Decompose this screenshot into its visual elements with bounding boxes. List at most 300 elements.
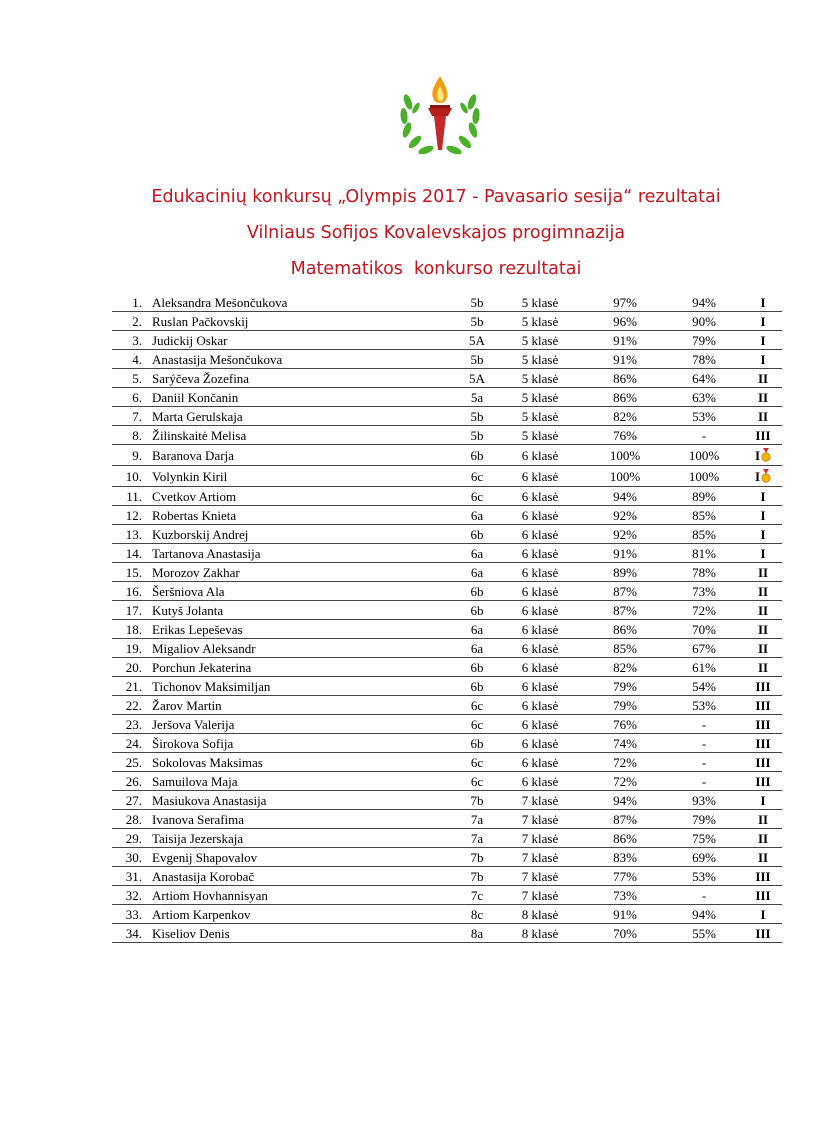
class-code bbox=[460, 350, 494, 369]
class-code-text: 7c bbox=[470, 887, 484, 903]
place-award-text: III bbox=[755, 735, 771, 751]
second-score-percent bbox=[664, 331, 744, 350]
class-code bbox=[460, 848, 494, 867]
class-code bbox=[460, 369, 494, 388]
row-number bbox=[112, 677, 152, 696]
table-row bbox=[112, 734, 782, 753]
grade-level bbox=[494, 772, 586, 791]
row-number-text: 9. bbox=[132, 447, 142, 463]
class-code-text: 6b bbox=[470, 659, 484, 675]
class-code-text: 6a bbox=[470, 621, 484, 637]
row-number bbox=[112, 639, 152, 658]
place-award-text: III bbox=[755, 773, 771, 789]
score-percent-text: 74% bbox=[613, 735, 637, 751]
table-row bbox=[112, 601, 782, 620]
second-score-percent bbox=[664, 658, 744, 677]
student-name bbox=[152, 924, 460, 943]
score-percent-text: 94% bbox=[613, 488, 637, 504]
place-award bbox=[744, 620, 782, 639]
row-number-text: 10. bbox=[125, 468, 142, 484]
student-name-text: Kutyš Jolanta bbox=[152, 602, 224, 618]
second-score-percent bbox=[664, 867, 744, 886]
grade-level bbox=[494, 445, 586, 466]
student-name-text: Evgenij Shapovalov bbox=[152, 849, 258, 865]
class-code bbox=[460, 772, 494, 791]
place-award bbox=[744, 715, 782, 734]
student-name-text: Marta Gerulskaja bbox=[152, 408, 243, 424]
row-number-text: 8. bbox=[132, 427, 142, 443]
grade-level-text: 7 klasė bbox=[521, 830, 559, 846]
grade-level bbox=[494, 639, 586, 658]
student-name bbox=[152, 753, 460, 772]
class-code bbox=[460, 293, 494, 312]
place-award bbox=[744, 829, 782, 848]
place-award bbox=[744, 924, 782, 943]
class-code bbox=[460, 582, 494, 601]
grade-level-text: 6 klasė bbox=[521, 716, 559, 732]
row-number bbox=[112, 867, 152, 886]
score-percent bbox=[586, 445, 664, 466]
second-score-percent-text: 70% bbox=[692, 621, 716, 637]
second-score-percent bbox=[664, 466, 744, 487]
grade-level-text: 6 klasė bbox=[521, 640, 559, 656]
table-row bbox=[112, 753, 782, 772]
table-row bbox=[112, 829, 782, 848]
page-title: Edukacinių konkursų „Olympis 2017 - Pavasario sesija“ rezultatai bbox=[151, 187, 721, 207]
second-score-percent-text: 54% bbox=[692, 678, 716, 694]
place-award-text: I bbox=[754, 468, 761, 484]
score-percent bbox=[586, 601, 664, 620]
class-code-text: 5a bbox=[470, 389, 484, 405]
score-percent-text: 85% bbox=[613, 640, 637, 656]
score-percent bbox=[586, 791, 664, 810]
grade-level bbox=[494, 601, 586, 620]
student-name-text: Ivanova Serafima bbox=[152, 811, 245, 827]
second-score-percent bbox=[664, 905, 744, 924]
student-name-text: Robertas Knieta bbox=[152, 507, 237, 523]
school-title: Vilniaus Sofijos Kovalevskajos progimnazija bbox=[246, 223, 626, 243]
second-score-percent bbox=[664, 563, 744, 582]
grade-level bbox=[494, 506, 586, 525]
table-row bbox=[112, 563, 782, 582]
class-code-text: 6b bbox=[470, 447, 484, 463]
place-award bbox=[744, 563, 782, 582]
row-number-text: 24. bbox=[125, 735, 142, 751]
row-number-text: 18. bbox=[125, 621, 142, 637]
class-code bbox=[460, 829, 494, 848]
place-award bbox=[744, 525, 782, 544]
row-number-text: 17. bbox=[125, 602, 142, 618]
class-code-text: 6c bbox=[470, 468, 484, 484]
grade-level bbox=[494, 331, 586, 350]
class-code bbox=[460, 867, 494, 886]
table-row bbox=[112, 905, 782, 924]
second-score-percent bbox=[664, 487, 744, 506]
place-award bbox=[744, 734, 782, 753]
row-number-text: 19. bbox=[125, 640, 142, 656]
student-name-text: Sokolovas Maksimas bbox=[152, 754, 263, 770]
class-code-text: 7b bbox=[470, 849, 484, 865]
score-percent bbox=[586, 582, 664, 601]
score-percent-text: 86% bbox=[613, 830, 637, 846]
class-code-text: 6a bbox=[470, 545, 484, 561]
score-percent-text: 97% bbox=[613, 294, 637, 310]
score-percent-text: 79% bbox=[613, 678, 637, 694]
table-row bbox=[112, 466, 782, 487]
row-number bbox=[112, 772, 152, 791]
student-name-text: Volynkin Kiril bbox=[152, 468, 228, 484]
score-percent-text: 87% bbox=[613, 602, 637, 618]
student-name-text: Šeršniova Ala bbox=[152, 583, 225, 599]
student-name-text: Artiom Hovhannisyan bbox=[152, 887, 268, 903]
grade-level-text: 6 klasė bbox=[521, 754, 559, 770]
class-code-text: 6b bbox=[470, 602, 484, 618]
row-number bbox=[112, 734, 152, 753]
score-percent bbox=[586, 753, 664, 772]
student-name bbox=[152, 331, 460, 350]
place-award bbox=[744, 753, 782, 772]
row-number-text: 22. bbox=[125, 697, 142, 713]
second-score-percent-text: 75% bbox=[692, 830, 716, 846]
class-code bbox=[460, 466, 494, 487]
grade-level-text: 7 klasė bbox=[521, 811, 559, 827]
student-name-text: Porchun Jekaterina bbox=[152, 659, 252, 675]
class-code-text: 5b bbox=[470, 313, 484, 329]
grade-level bbox=[494, 388, 586, 407]
place-award-text: I bbox=[760, 294, 766, 310]
grade-level-text: 7 klasė bbox=[521, 887, 559, 903]
second-score-percent bbox=[664, 525, 744, 544]
table-row bbox=[112, 810, 782, 829]
score-percent-text: 92% bbox=[613, 507, 637, 523]
grade-level-text: 5 klasė bbox=[521, 351, 559, 367]
score-percent-text: 91% bbox=[613, 545, 637, 561]
second-score-percent-text: 53% bbox=[692, 697, 716, 713]
row-number-text: 25. bbox=[125, 754, 142, 770]
student-name bbox=[152, 506, 460, 525]
second-score-percent-text: 93% bbox=[692, 792, 716, 808]
grade-level-text: 6 klasė bbox=[521, 564, 559, 580]
second-score-percent bbox=[664, 924, 744, 943]
grade-level bbox=[494, 620, 586, 639]
place-award bbox=[744, 601, 782, 620]
second-score-percent-text: 67% bbox=[692, 640, 716, 656]
student-name-text: Žilinskaitė Melisa bbox=[152, 427, 247, 443]
row-number-text: 32. bbox=[125, 887, 142, 903]
row-number-text: 31. bbox=[125, 868, 142, 884]
second-score-percent-text: 69% bbox=[692, 849, 716, 865]
row-number bbox=[112, 563, 152, 582]
place-award-text: III bbox=[755, 716, 771, 732]
row-number bbox=[112, 791, 152, 810]
score-percent-text: 87% bbox=[613, 583, 637, 599]
student-name-text: Erikas Lepeševas bbox=[152, 621, 243, 637]
grade-level-text: 7 klasė bbox=[521, 868, 559, 884]
score-percent-text: 76% bbox=[613, 427, 637, 443]
grade-level-text: 8 klasė bbox=[521, 925, 559, 941]
place-award-text: I bbox=[760, 332, 766, 348]
second-score-percent-text: 72% bbox=[692, 602, 716, 618]
score-percent-text: 91% bbox=[613, 906, 637, 922]
place-award bbox=[744, 639, 782, 658]
place-award bbox=[744, 466, 782, 487]
place-award bbox=[744, 544, 782, 563]
grade-level-text: 5 klasė bbox=[521, 389, 559, 405]
table-row bbox=[112, 506, 782, 525]
place-award bbox=[744, 487, 782, 506]
grade-level-text: 6 klasė bbox=[521, 447, 559, 463]
table-row bbox=[112, 369, 782, 388]
grade-level-text: 5 klasė bbox=[521, 313, 559, 329]
place-award bbox=[744, 407, 782, 426]
score-percent-text: 91% bbox=[613, 332, 637, 348]
row-number-text: 26. bbox=[125, 773, 142, 789]
place-award-text: III bbox=[755, 427, 771, 443]
student-name bbox=[152, 867, 460, 886]
grade-level-text: 5 klasė bbox=[521, 427, 559, 443]
row-number bbox=[112, 658, 152, 677]
row-number bbox=[112, 544, 152, 563]
table-row bbox=[112, 426, 782, 445]
second-score-percent bbox=[664, 677, 744, 696]
student-name bbox=[152, 848, 460, 867]
second-score-percent-text: 55% bbox=[692, 925, 716, 941]
second-score-percent bbox=[664, 312, 744, 331]
row-number bbox=[112, 525, 152, 544]
score-percent-text: 77% bbox=[613, 868, 637, 884]
student-name-text: Cvetkov Artiom bbox=[152, 488, 237, 504]
table-row bbox=[112, 312, 782, 331]
grade-level bbox=[494, 466, 586, 487]
second-score-percent bbox=[664, 791, 744, 810]
place-award-text: II bbox=[757, 370, 769, 386]
row-number-text: 34. bbox=[125, 925, 142, 941]
table-row bbox=[112, 350, 782, 369]
row-number bbox=[112, 696, 152, 715]
place-award bbox=[744, 772, 782, 791]
score-percent-text: 87% bbox=[613, 811, 637, 827]
student-name bbox=[152, 350, 460, 369]
class-code-text: 7b bbox=[470, 868, 484, 884]
student-name-text: Kiseliov Denis bbox=[152, 925, 230, 941]
row-number bbox=[112, 829, 152, 848]
student-name-text: Migaliov Aleksandr bbox=[152, 640, 256, 656]
grade-level bbox=[494, 426, 586, 445]
table-row bbox=[112, 525, 782, 544]
score-percent bbox=[586, 867, 664, 886]
row-number bbox=[112, 620, 152, 639]
student-name-text: Tartanova Anastasija bbox=[152, 545, 261, 561]
table-row bbox=[112, 582, 782, 601]
second-score-percent-text: 100% bbox=[688, 447, 720, 463]
table-row bbox=[112, 658, 782, 677]
place-award bbox=[744, 696, 782, 715]
grade-level bbox=[494, 293, 586, 312]
student-name bbox=[152, 445, 460, 466]
grade-level-text: 6 klasė bbox=[521, 735, 559, 751]
student-name bbox=[152, 563, 460, 582]
row-number bbox=[112, 350, 152, 369]
score-percent bbox=[586, 924, 664, 943]
place-award bbox=[744, 677, 782, 696]
second-score-percent bbox=[664, 696, 744, 715]
class-code bbox=[460, 445, 494, 466]
second-score-percent-text: 78% bbox=[692, 351, 716, 367]
results-table bbox=[112, 293, 782, 943]
grade-level bbox=[494, 734, 586, 753]
row-number-text: 14. bbox=[125, 545, 142, 561]
class-code-text: 7a bbox=[470, 830, 484, 846]
class-code-text: 7a bbox=[470, 811, 484, 827]
row-number-text: 30. bbox=[125, 849, 142, 865]
second-score-percent-text: 89% bbox=[692, 488, 716, 504]
class-code-text: 6b bbox=[470, 735, 484, 751]
contest-title: Matematikos konkurso rezultatai bbox=[290, 259, 582, 279]
score-percent-text: 70% bbox=[613, 925, 637, 941]
second-score-percent bbox=[664, 639, 744, 658]
class-code bbox=[460, 544, 494, 563]
place-award bbox=[744, 388, 782, 407]
class-code bbox=[460, 886, 494, 905]
class-code bbox=[460, 601, 494, 620]
place-award bbox=[744, 350, 782, 369]
second-score-percent-text: 79% bbox=[692, 332, 716, 348]
grade-level-text: 6 klasė bbox=[521, 602, 559, 618]
row-number bbox=[112, 407, 152, 426]
class-code-text: 6c bbox=[470, 697, 484, 713]
place-award bbox=[744, 445, 782, 466]
score-percent bbox=[586, 407, 664, 426]
student-name bbox=[152, 810, 460, 829]
second-score-percent bbox=[664, 445, 744, 466]
second-score-percent bbox=[664, 886, 744, 905]
row-number bbox=[112, 924, 152, 943]
place-award bbox=[744, 658, 782, 677]
student-name bbox=[152, 582, 460, 601]
row-number-text: 12. bbox=[125, 507, 142, 523]
student-name bbox=[152, 369, 460, 388]
place-award-text: I bbox=[760, 507, 766, 523]
place-award bbox=[744, 848, 782, 867]
place-award-text: I bbox=[760, 792, 766, 808]
place-award-text: II bbox=[757, 564, 769, 580]
second-score-percent bbox=[664, 715, 744, 734]
student-name-text: Ruslan Pačkovskij bbox=[152, 313, 249, 329]
place-award bbox=[744, 582, 782, 601]
class-code bbox=[460, 753, 494, 772]
row-number bbox=[112, 753, 152, 772]
place-award-text: III bbox=[755, 868, 771, 884]
second-score-percent-text: - bbox=[701, 887, 707, 903]
student-name bbox=[152, 791, 460, 810]
grade-level-text: 6 klasė bbox=[521, 507, 559, 523]
class-code-text: 6c bbox=[470, 773, 484, 789]
grade-level bbox=[494, 791, 586, 810]
grade-level bbox=[494, 544, 586, 563]
class-code-text: 5A bbox=[469, 370, 485, 386]
class-code bbox=[460, 407, 494, 426]
place-award-text: II bbox=[757, 408, 769, 424]
second-score-percent bbox=[664, 506, 744, 525]
second-score-percent-text: - bbox=[701, 716, 707, 732]
class-code bbox=[460, 905, 494, 924]
table-row bbox=[112, 487, 782, 506]
second-score-percent bbox=[664, 848, 744, 867]
place-award-text: I bbox=[754, 447, 761, 463]
score-percent-text: 92% bbox=[613, 526, 637, 542]
class-code bbox=[460, 312, 494, 331]
class-code-text: 6c bbox=[470, 488, 484, 504]
student-name-text: Anastasija Mešončukova bbox=[152, 351, 283, 367]
place-award bbox=[744, 791, 782, 810]
class-code-text: 7b bbox=[470, 792, 484, 808]
place-award-text: II bbox=[757, 583, 769, 599]
student-name bbox=[152, 466, 460, 487]
grade-level-text: 5 klasė bbox=[521, 332, 559, 348]
row-number-text: 11. bbox=[126, 488, 142, 504]
class-code-text: 6c bbox=[470, 754, 484, 770]
row-number-text: 1. bbox=[132, 294, 142, 310]
row-number-text: 6. bbox=[132, 389, 142, 405]
row-number bbox=[112, 601, 152, 620]
row-number-text: 33. bbox=[125, 906, 142, 922]
row-number-text: 15. bbox=[125, 564, 142, 580]
row-number-text: 29. bbox=[125, 830, 142, 846]
student-name bbox=[152, 487, 460, 506]
row-number bbox=[112, 331, 152, 350]
student-name-text: Kuzborskij Andrej bbox=[152, 526, 249, 542]
place-award-text: III bbox=[755, 887, 771, 903]
score-percent bbox=[586, 293, 664, 312]
second-score-percent bbox=[664, 544, 744, 563]
place-award-text: I bbox=[760, 545, 766, 561]
place-award-text: I bbox=[760, 488, 766, 504]
score-percent-text: 86% bbox=[613, 389, 637, 405]
second-score-percent-text: 61% bbox=[692, 659, 716, 675]
student-name bbox=[152, 525, 460, 544]
score-percent-text: 86% bbox=[613, 621, 637, 637]
score-percent-text: 79% bbox=[613, 697, 637, 713]
row-number-text: 5. bbox=[132, 370, 142, 386]
grade-level bbox=[494, 525, 586, 544]
row-number bbox=[112, 293, 152, 312]
table-row bbox=[112, 886, 782, 905]
row-number bbox=[112, 312, 152, 331]
score-percent bbox=[586, 848, 664, 867]
student-name bbox=[152, 312, 460, 331]
class-code bbox=[460, 715, 494, 734]
second-score-percent-text: 85% bbox=[692, 526, 716, 542]
row-number-text: 4. bbox=[132, 351, 142, 367]
table-row bbox=[112, 445, 782, 466]
place-award bbox=[744, 426, 782, 445]
grade-level bbox=[494, 886, 586, 905]
grade-level bbox=[494, 312, 586, 331]
place-award-text: III bbox=[755, 754, 771, 770]
second-score-percent bbox=[664, 407, 744, 426]
place-award bbox=[744, 810, 782, 829]
place-award-text: II bbox=[757, 811, 769, 827]
second-score-percent-text: 81% bbox=[692, 545, 716, 561]
place-award-text: II bbox=[757, 830, 769, 846]
score-percent bbox=[586, 466, 664, 487]
table-row bbox=[112, 772, 782, 791]
second-score-percent bbox=[664, 753, 744, 772]
row-number bbox=[112, 715, 152, 734]
row-number-text: 23. bbox=[125, 716, 142, 732]
second-score-percent-text: - bbox=[701, 427, 707, 443]
score-percent bbox=[586, 715, 664, 734]
